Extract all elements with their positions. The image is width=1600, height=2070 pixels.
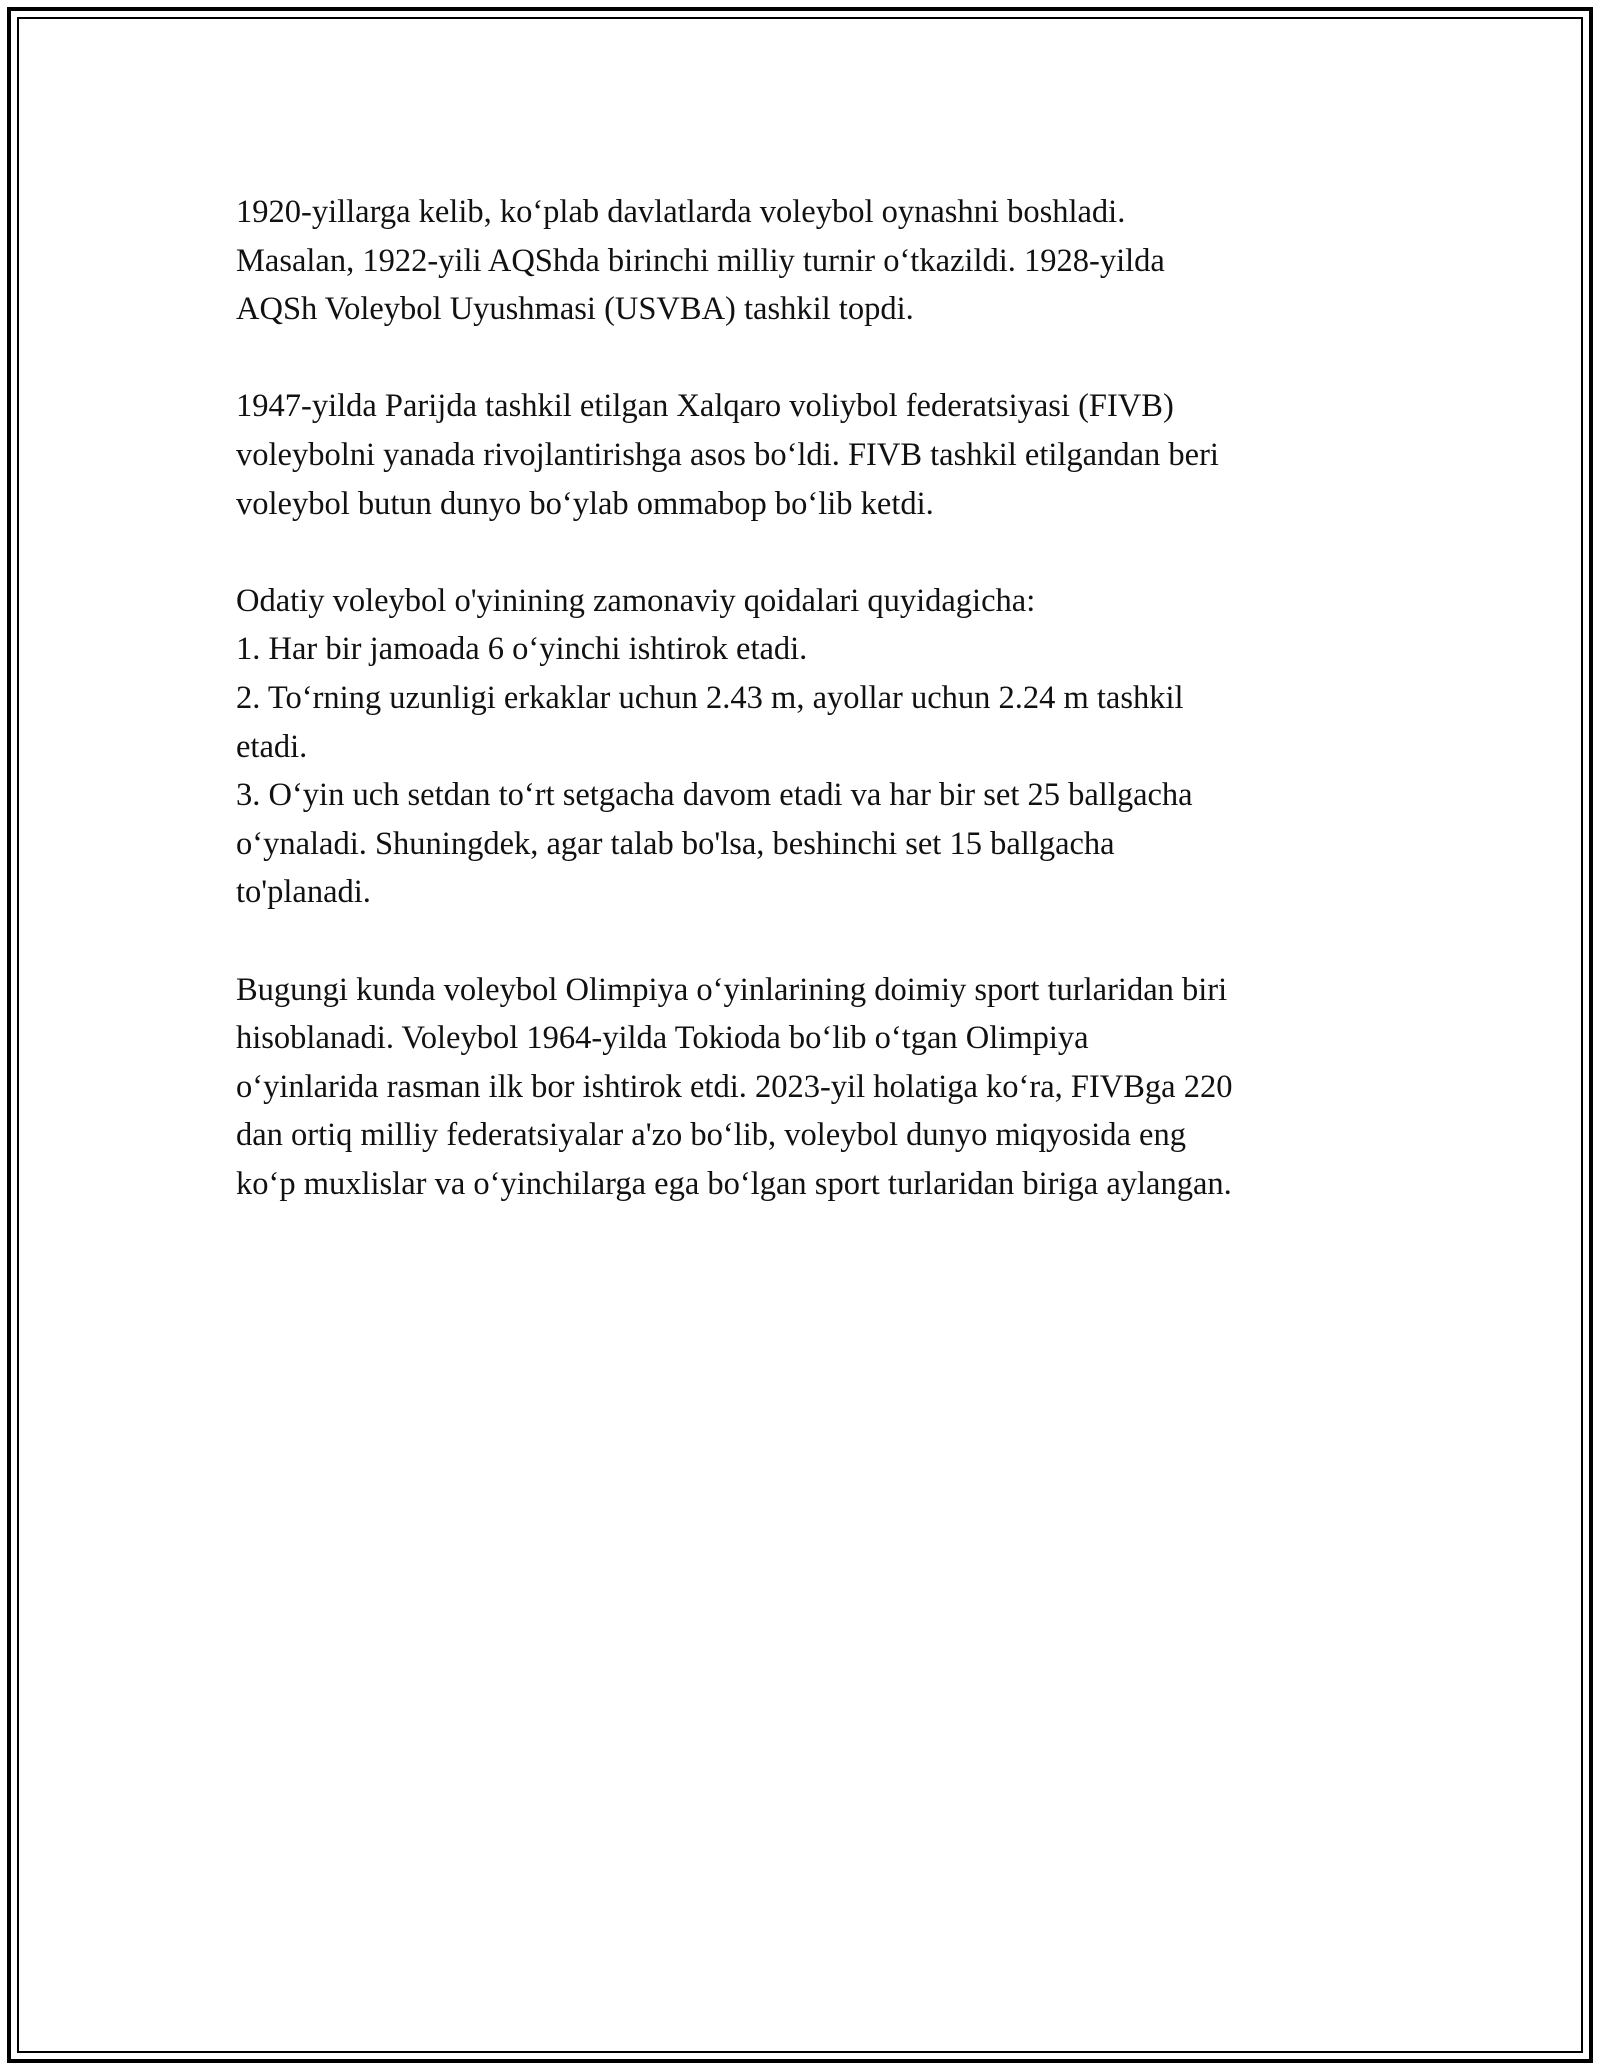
text-line: voleybol butun dunyo boʻylab ommabop boʻlib ketdi.	[236, 485, 934, 522]
text-line: AQSh Voleybol Uyushmasi (USVBA) tashkil topdi.	[236, 291, 914, 328]
text-line: Masalan, 1922-yili AQShda birinchi milliy turnir oʻtkazildi. 1928-yilda	[236, 242, 1165, 279]
rule-item-2-continued: etadi.	[236, 728, 308, 765]
text-line: 1947-yilda Parijda tashkil etilgan Xalqaro voliybol federatsiyasi (FIVB)	[236, 388, 1174, 425]
rule-item-3-continued: oʻynaladi. Shuningdek, agar talab bo'lsa, beshinchi set 15 ballgacha	[236, 825, 1115, 862]
text-line: Odatiy voleybol o'yinining zamonaviy qoidalari quyidagicha:	[236, 582, 1036, 619]
rule-item-3-continued: to'planadi.	[236, 874, 371, 911]
rule-item-2: 2. Toʻrning uzunligi erkaklar uchun 2.43 m, ayollar uchun 2.24 m tashkil	[236, 679, 1184, 716]
text-line: voleybolni yanada rivojlantirishga asos boʻldi. FIVB tashkil etilgandan beri	[236, 436, 1219, 473]
document-body	[236, 188, 1396, 1257]
text-line: Bugungi kunda voleybol Olimpiya oʻyinlarining doimiy sport turlaridan biri	[236, 971, 1228, 1008]
text-line: oʻyinlarida rasman ilk bor ishtirok etdi. 2023-yil holatiga koʻra, FIVBga 220	[236, 1068, 1233, 1105]
rule-item-3: 3. Oʻyin uch setdan toʻrt setgacha davom etadi va har bir set 25 ballgacha	[236, 777, 1193, 814]
paragraph-history-1920s	[236, 188, 1396, 334]
text-line: 1920-yillarga kelib, koʻplab davlatlarda voleybol oynashni boshladi.	[236, 194, 1126, 230]
rule-item-1: 1. Har bir jamoada 6 oʻyinchi ishtirok etadi.	[236, 631, 808, 668]
paragraph-olympics	[236, 966, 1396, 1209]
text-line: dan ortiq milliy federatsiyalar a'zo boʻlib, voleybol dunyo miqyosida eng	[236, 1117, 1186, 1154]
paragraph-fivb	[236, 382, 1396, 528]
text-line: hisoblanadi. Voleybol 1964-yilda Tokioda boʻlib oʻtgan Olimpiya	[236, 1020, 1089, 1057]
paragraph-rules	[236, 577, 1396, 917]
text-line: koʻp muxlislar va oʻyinchilarga ega boʻlgan sport turlaridan biriga aylangan.	[236, 1165, 1232, 1202]
